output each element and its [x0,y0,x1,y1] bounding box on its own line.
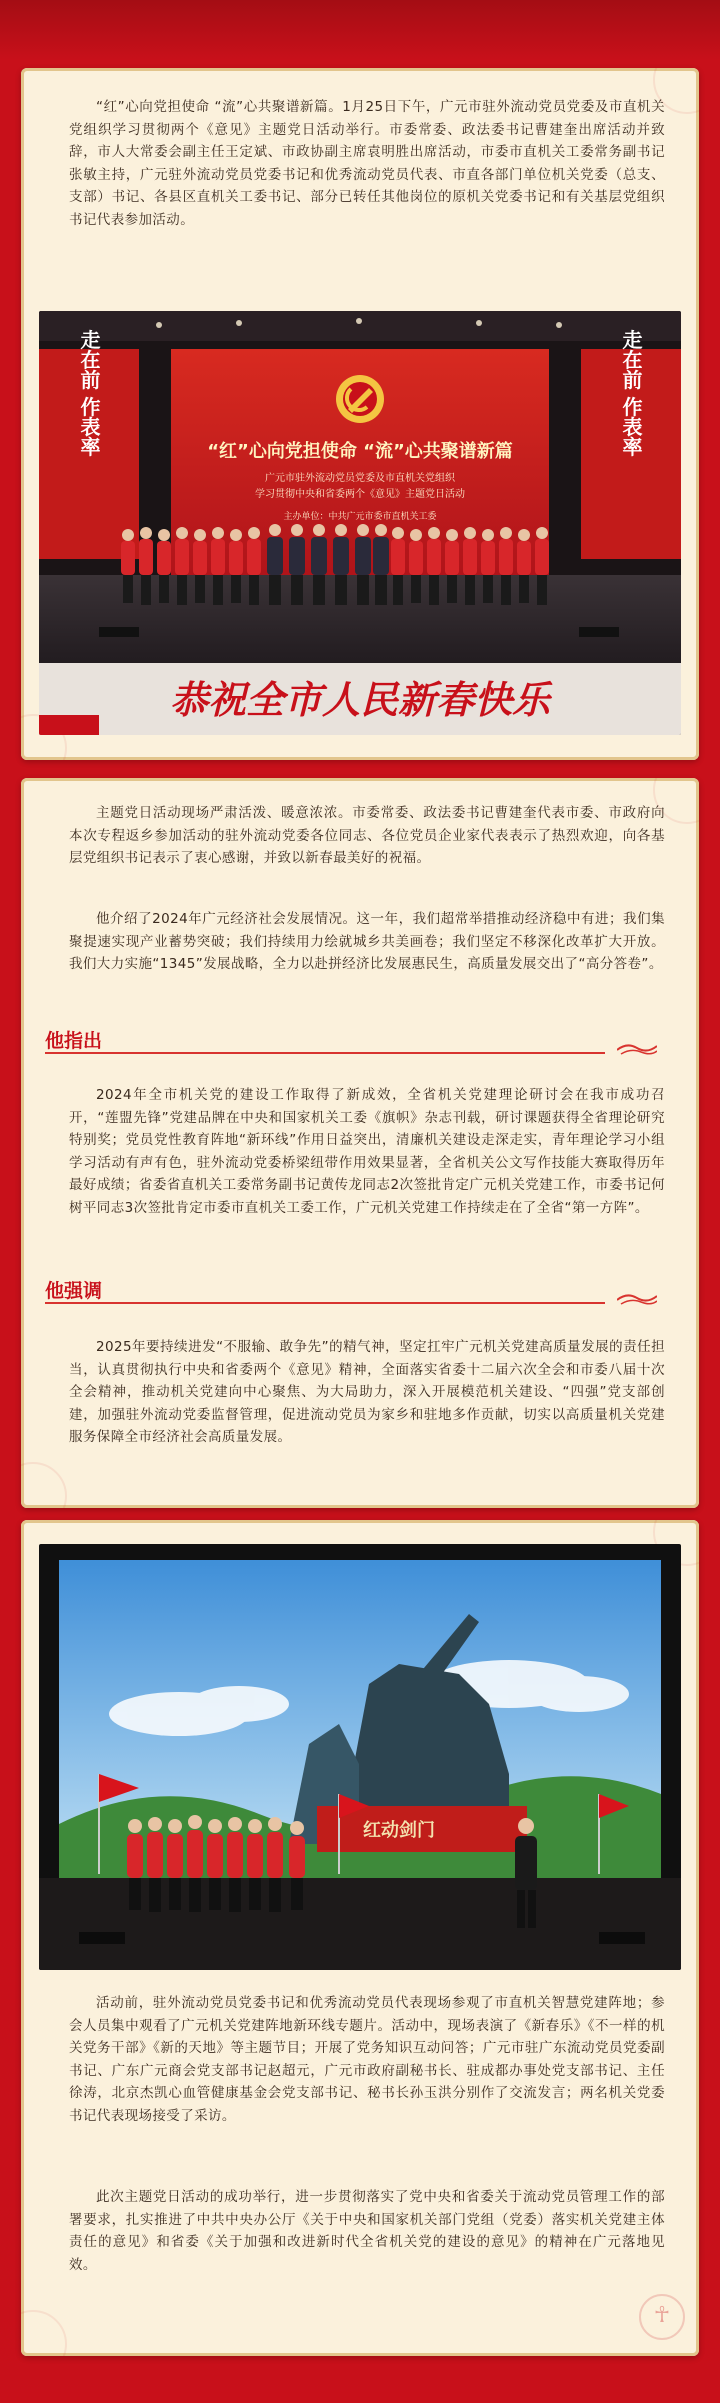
led-screen-text: 恭祝全市人民新春快乐 [169,677,551,722]
section-underline [45,1302,605,1304]
article-card-3 [21,1520,699,2356]
article-card-2 [21,778,699,1508]
article-card-1 [21,68,699,760]
ribbon-ornament-icon [617,1290,657,1306]
section-title-pointed-out [45,1026,685,1056]
stage-subtitle-2: 学习贯彻中央和省委两个《意见》主题党日活动 [255,489,465,500]
achievements-paragraph: 2024年全市机关党的建设工作取得了新成效，全省机关党建理论研讨会在我市成功召开，“莲盟先锋”党建品牌在中央和国家机关工委《旗帜》杂志刊载，研讨课题获得全省理论研究特别奖；党员党性教育阵地“新环线”作用日益突出，清廉机关建设走深走实，青年理论学习小组学习活动有声有色，驻外流动党委桥梁纽带作用效果显著，全省机关公文写作技能大赛取得历年最好成绩；省委省直机关工委常务副书记黄传龙同志2次签批肯定广元机关党建工作，市委书记何树平同志3次签批肯定市委市直机关工委工作，广元机关党建工作持续走在了全省“第一方阵”。 [69,1087,665,1216]
section-title-text: 他指出 [45,1030,103,1052]
stage-title: “红”心向党担使命 “流”心共聚谱新篇 [207,441,513,462]
top-strip [0,0,720,60]
corner-ornament [21,2310,67,2356]
monument-caption: 红动剑门 [363,1820,435,1841]
left-banner-text: 走在前 作表率 [77,329,101,457]
corner-ornament [21,1462,67,1508]
right-banner-text: 走在前 作表率 [619,329,643,457]
party-emblem-icon [336,375,384,423]
intro-paragraph: “红”心向党担使命 “流”心共聚谱新篇。1月25日下午，广元市驻外流动党员党委及市直机关党组织学习贯彻两个《意见》主题党日活动举行。市委常委、政法委书记曹建奎出席活动并致辞，市人大常委会副主任王定斌、市政协副主席袁明胜出席活动，市委市直机关工委常务副书记张敏主持，广元驻外流动党员党委书记和优秀流动党员代表、市直各部门单位机关党委（总支、支部）书记、各县区直机关工委书记、部分已转任其他岗位的原机关党委书记和有关基层党组织书记代表参加活动。 [69,99,665,228]
event-photo-stage [39,311,681,735]
economy-paragraph: 他介绍了2024年广元经济社会发展情况。这一年，我们超常举措推动经济稳中有进；我们集聚提速实现产业蓄势突破；我们持续用力绘就城乡共美画卷；我们坚定不移深化改革扩大开放。我们大力实施“1345”发展战略，全力以赴拼经济比发展惠民生，高质量发展交出了“高分答卷”。 [69,911,665,973]
goals-paragraph: 2025年要持续进发“不服输、敢争先”的精气神，坚定扛牢广元机关党建高质量发展的责任担当，认真贯彻执行中央和省委两个《意见》精神，全面落实省委十二届六次全会和市委八届十次全会精神，推动机关党建向中心聚焦、为大局助力，深入开展模范机关建设、“四强”党支部创建，加强驻外流动党委监督管理，促进流动党员为家乡和驻地多作贡献，切实以高质量机关党建服务保障全市经济社会高质量发展。 [69,1339,665,1446]
section-title-text: 他强调 [45,1280,103,1302]
stage-subtitle-1: 广元市驻外流动党员党委及市直机关党组织 [265,473,455,484]
ribbon-ornament-icon [617,1040,657,1056]
stage-host: 主办单位：中共广元市委市直机关工委 [283,512,437,522]
welcome-paragraph: 主题党日活动现场严肃活泼、暖意浓浓。市委常委、政法委书记曹建奎代表市委、市政府向本次专程返乡参加活动的驻外流动党委各位同志、各位党员企业家代表表示了热烈欢迎，向各基层党组织书记表示了衷心感谢，并致以新春最美好的祝福。 [69,805,665,867]
section-title-emphasized [45,1276,685,1306]
conclusion-paragraph: 此次主题党日活动的成功举行，进一步贯彻落实了党中央和省委关于流动党员管理工作的部署要求，扎实推进了中共中央办公厅《关于中央和国家机关部门党组（党委）落实机关党建主体责任的意见》和省委《关于加强和改进新时代全省机关党的建设的意见》的精神在广元落地见效。 [69,2189,665,2273]
event-photo-performance [39,1544,681,1970]
stage-photo-svg [39,311,681,735]
activities-paragraph: 活动前，驻外流动党员党委书记和优秀流动党员代表现场参观了市直机关智慧党建阵地；参会人员集中观看了广元机关党建阵地新环线专题片。活动中，现场表演了《新春乐》《不一样的机关党务干部》《新的天地》等主题节目；开展了党务知识互动问答；广元市驻广东流动党员党委副书记、广东广元商会党支部书记赵超元，广元市政府副秘书长、驻成都办事处党支部书记、主任徐涛，北京杰凯心血管健康基金会党支部书记、秘书长孙玉洪分别作了交流发言；两名机关党委书记代表现场接受了采访。 [69,1995,665,2124]
seal-ornament-icon: ☥ [639,2294,685,2340]
performance-photo-svg [39,1544,681,1970]
section-underline [45,1052,605,1054]
